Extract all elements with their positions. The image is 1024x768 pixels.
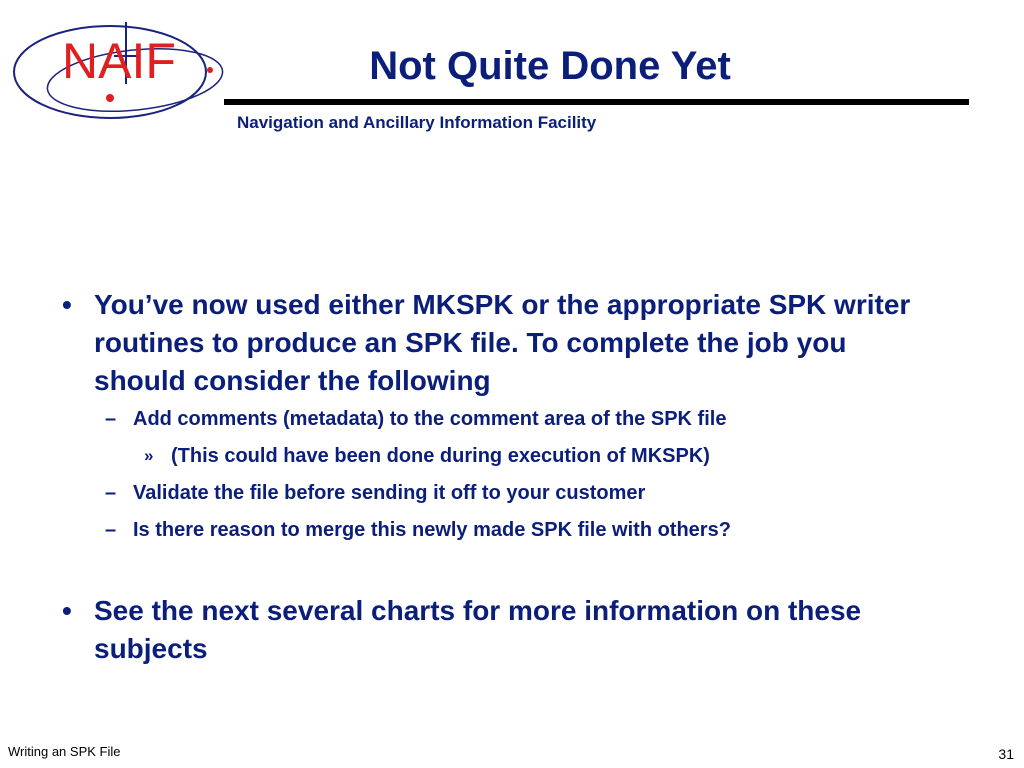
bullet-2 [62,592,942,668]
sub-bullet-marker: – [105,408,117,430]
footer-title: Writing an SPK File [8,744,121,759]
slide-subtitle: Navigation and Ancillary Information Facility [237,113,597,132]
bullet-marker: • [62,595,72,626]
logo-text: NAIF [62,33,176,89]
sub-bullet-marker: – [105,519,117,541]
sub-bullet-text: Is there reason to merge this newly made SPK file with others? [133,519,731,541]
page-number: 31 [998,746,1014,762]
sub-bullet-marker: – [105,482,117,504]
bullet-text: See the next several charts for more information on these subjects [94,595,862,664]
slide-title: Not Quite Done Yet [369,44,731,88]
sub-bullet-3 [105,517,965,543]
sub-bullet-text: Add comments (metadata) to the comment area of the SPK file [133,408,727,430]
sub-sub-bullet-text: (This could have been done during execution of MKSPK) [171,445,710,467]
bullet-1 [62,286,942,400]
bullet-marker: • [62,289,72,320]
sub-bullet-2 [105,480,965,506]
sub-sub-bullet-1 [144,443,964,469]
sub-sub-bullet-marker: » [144,446,154,465]
sub-bullet-1 [105,406,965,432]
sub-bullet-text: Validate the file before sending it off to your customer [133,482,646,504]
bullet-text: You’ve now used either MKSPK or the appropriate SPK writer routines to produce an SPK file. To complete the job you should consider the following [94,289,911,396]
